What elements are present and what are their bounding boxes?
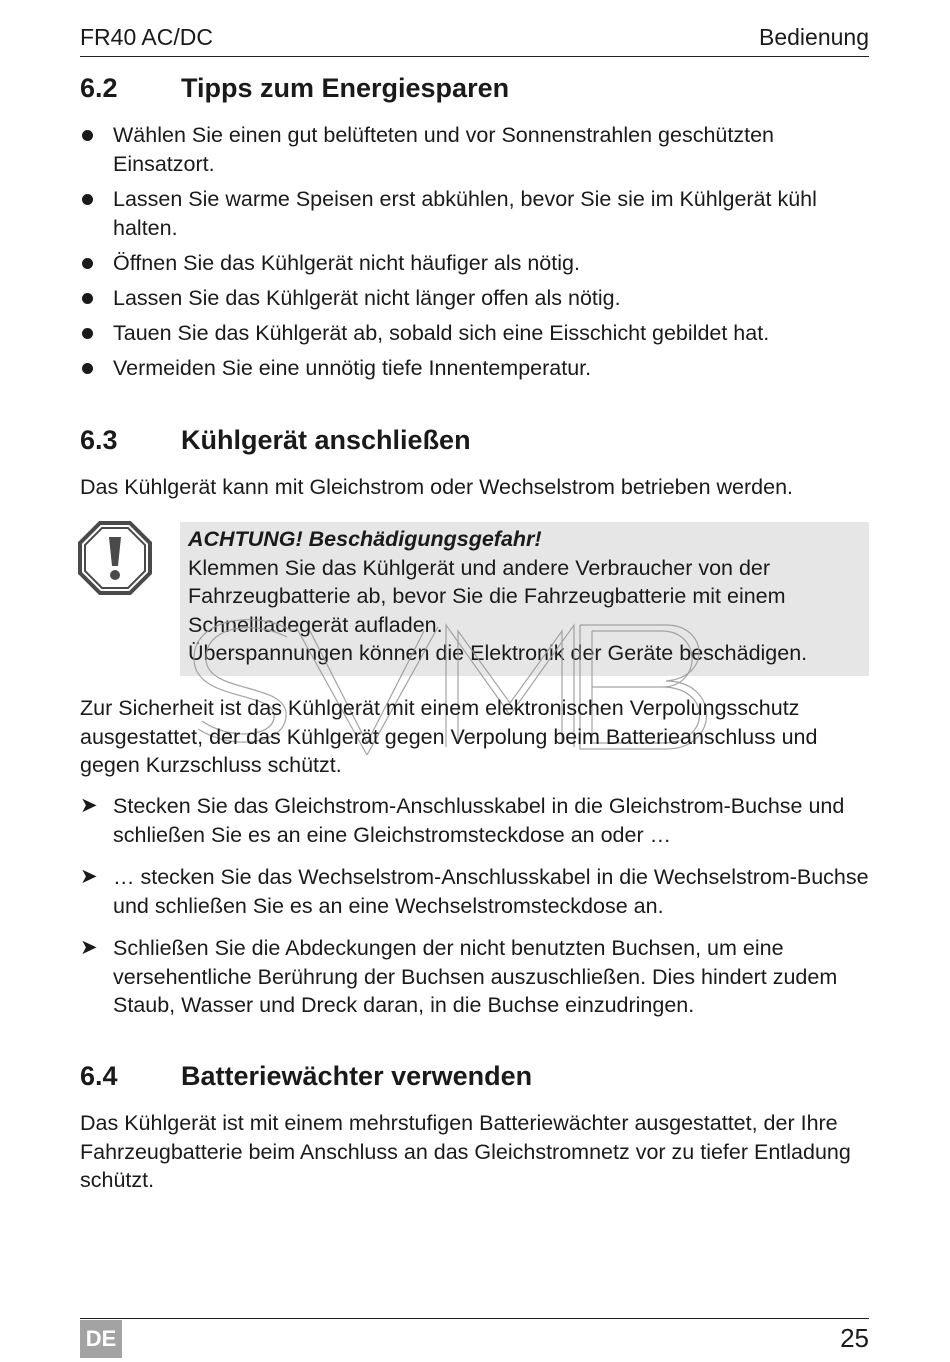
list-item: Wählen Sie einen gut belüfteten und vor Sonnenstrahlen geschützten Einsatzort. <box>80 121 869 178</box>
page-header <box>80 24 869 57</box>
footer-divider <box>80 1318 869 1319</box>
arrow-icon: ➤ <box>80 936 98 959</box>
list-item: ➤ … stecken Sie das Wechselstrom-Anschlusskabel in die Wechselstrom-Buchse und schließen Sie es an eine Wechselstromsteckdose an. <box>80 865 869 918</box>
list-item: ➤ Stecken Sie das Gleichstrom-Anschlusskabel in die Gleichstrom-Buchse und schließen Sie es an eine Gleichstromsteckdose an oder … <box>80 794 845 847</box>
arrow-icon: ➤ <box>80 865 98 888</box>
header-section: Bedienung <box>759 24 869 50</box>
header-model: FR40 AC/DC <box>80 24 213 50</box>
warning-icon <box>78 521 152 595</box>
heading-title: Kühlgerät anschließen <box>181 425 471 455</box>
heading-title: Tipps zum Energiesparen <box>181 73 510 103</box>
list-item: Lassen Sie das Kühlgerät nicht länger offen als nötig. <box>80 284 869 313</box>
bullet-icon <box>82 363 93 374</box>
warning-text: Überspannungen können die Elektronik der Geräte beschädigen. <box>188 641 808 665</box>
heading-6-4 <box>80 1061 532 1092</box>
heading-number: 6.2 <box>80 73 118 103</box>
list-item: Tauen Sie das Kühlgerät ab, sobald sich eine Eisschicht gebildet hat. <box>80 319 869 348</box>
arrow-icon: ➤ <box>80 794 98 817</box>
heading-6-3 <box>80 425 471 456</box>
list-item: Öffnen Sie das Kühlgerät nicht häufiger als nötig. <box>80 249 869 278</box>
bullet-icon <box>82 130 93 141</box>
language-badge: DE <box>80 1320 122 1358</box>
warning-text: Fahrzeugbatterie ab, bevor Sie die Fahrzeugbatterie mit einem <box>188 584 786 608</box>
list-item: Vermeiden Sie eine unnötig tiefe Innentemperatur. <box>80 354 869 383</box>
bullet-icon <box>82 293 93 304</box>
battery-paragraph: Das Kühlgerät ist mit einem mehrstufigen Batteriewächter ausgestattet, der Ihre Fahrzeugbatterie beim Anschluss an das Gleichstromnetz vor zu tiefer Entladung schützt. <box>80 1111 851 1192</box>
intro-paragraph: Das Kühlgerät kann mit Gleichstrom oder Wechselstrom betrieben werden. <box>80 475 794 499</box>
bullet-icon <box>82 328 93 339</box>
bullet-icon <box>82 258 93 269</box>
heading-number: 6.4 <box>80 1061 118 1091</box>
list-item: ➤ Schließen Sie die Abdeckungen der nicht benutzten Buchsen, um eine versehentliche Berührung der Buchsen auszuschließen. Dies hindert zudem Staub, Wasser und Dreck daran, in die Buchse einzudringen. <box>80 936 838 1017</box>
warning-title: ACHTUNG! Beschädigungsgefahr! <box>188 527 542 551</box>
safety-paragraph: Zur Sicherheit ist das Kühlgerät mit einem elektronischen Verpolungsschutz ausgestattet, der das Kühlgerät gegen Verpolung beim Batterieanschluss und gegen Kurzschluss schützt. <box>80 696 818 777</box>
heading-6-2 <box>80 73 509 104</box>
heading-number: 6.3 <box>80 425 118 455</box>
list-item: Lassen Sie warme Speisen erst abkühlen, bevor Sie sie im Kühlgerät kühl halten. <box>80 185 869 242</box>
bullet-icon <box>82 194 93 205</box>
page-number: 25 <box>840 1323 869 1353</box>
warning-text: Schnellladegerät aufladen. <box>188 612 443 637</box>
warning-text: Klemmen Sie das Kühlgerät und andere Verbraucher von der <box>188 555 771 580</box>
heading-title: Batteriewächter verwenden <box>181 1061 533 1091</box>
